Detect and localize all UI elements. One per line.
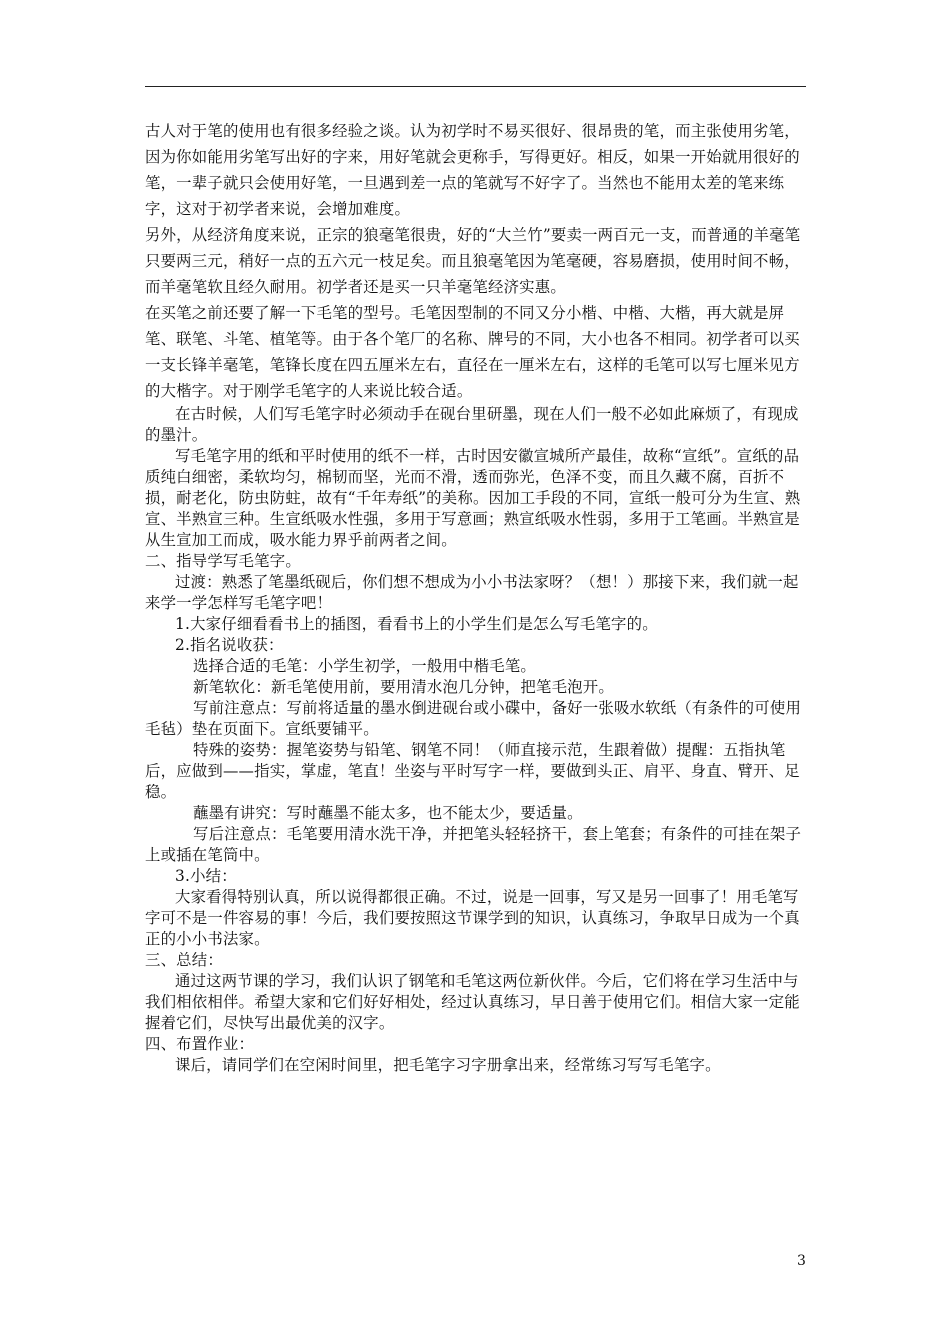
section-heading-2: 二、指导学写毛笔字。: [145, 552, 301, 570]
section-heading-4: 四、布置作业：: [145, 1035, 255, 1053]
tip-after-writing: 写后注意点：毛笔要用清水洗干净，并把笔头轻轻挤干，套上笔套；有条件的可挂在架子上或插在笔筒中。: [145, 825, 802, 864]
header-rule: [145, 86, 806, 87]
section-heading-3: 三、总结：: [145, 951, 223, 969]
tip-dip-ink: 蘸墨有讲究：写时蘸墨不能太多，也不能太少，要适量。: [193, 804, 583, 822]
tip-soften-brush: 新笔软化：新毛笔使用前，要用清水泡几分钟，把笔毛泡开。: [193, 678, 614, 696]
paragraph-brush-experience: 古人对于笔的使用也有很多经验之谈。认为初学时不易买很好、很昂贵的笔，而主张使用劣笔，因为你如能用劣笔写出好的字来，用好笔就会更称手，写得更好。相反，如果一开始就用很好的笔，一辈子就只会使用好笔，一旦遇到差一点的笔就写不好字了。当然也不能用太差的笔来练字，这对于初学者来说，会增加难度。: [145, 122, 800, 218]
tip-choose-brush: 选择合适的毛笔：小学生初学，一般用中楷毛笔。: [193, 657, 536, 675]
list-item-2: 2.指名说收获：: [175, 636, 284, 654]
paragraph-homework: 课后，请同学们在空闲时间里，把毛笔字习字册拿出来，经常练习写写毛笔字。: [175, 1056, 721, 1074]
paragraph-brush-economy: 另外，从经济角度来说，正宗的狼毫笔很贵，好的“大兰竹”要卖一两百元一支，而普通的羊毫笔只要两三元，稍好一点的五六元一枝足矣。而且狼毫笔因为笔毫硬，容易磨损，使用时间不畅，而羊毫笔软且经久耐用。初学者还是买一只羊毫笔经济实惠。: [145, 226, 801, 296]
paragraph-xuan-paper: 写毛笔字用的纸和平时使用的纸不一样，古时因安徽宣城所产最佳，故称“宣纸”。宣纸的品质纯白细密，柔软均匀，棉韧而坚，光而不滑，透而弥光，色泽不变，而且久藏不腐，百折不损，耐老化，防虫防蛀，故有“千年寿纸”的美称。因加工手段的不同，宣纸一般可分为生宣、熟宣、半熟宣三种。生宣纸吸水性强，多用于写意画；熟宣纸吸水性弱，多用于工笔画。半熟宣是从生宣加工而成，吸水能力界乎前两者之间。: [145, 447, 801, 549]
paragraph-transition: 过渡：熟悉了笔墨纸砚后，你们想不想成为小小书法家呀？（想！）那接下来，我们就一起来学一学怎样写毛笔字吧！: [145, 573, 799, 612]
tip-posture: 特殊的姿势：握笔姿势与铅笔、钢笔不同！（师直接示范，生跟着做）提醒：五指执笔后，应做到——指实，掌虚，笔直！坐姿与平时写字一样，要做到头正、肩平、身直、臂开、足稳。: [145, 741, 800, 801]
list-item-1: 1.大家仔细看看书上的插图，看看书上的小学生们是怎么写毛笔字的。: [175, 615, 658, 633]
list-item-3: 3.小结：: [175, 867, 237, 885]
paragraph-summary-small: 大家看得特别认真，所以说得都很正确。不过，说是一回事，写又是另一回事了！用毛笔写字可不是一件容易的事！今后，我们要按照这节课学到的知识，认真练习，争取早日成为一个真正的小小书法家。: [145, 888, 800, 948]
paragraph-ink: 在古时候，人们写毛笔字时必须动手在砚台里研墨，现在人们一般不必如此麻烦了，有现成的墨汁。: [145, 405, 799, 444]
tip-before-writing: 写前注意点：写前将适量的墨水倒进砚台或小碟中，备好一张吸水软纸（有条件的可使用毛毡）垫在页面下。宣纸要铺平。: [145, 699, 802, 738]
page-number: 3: [797, 1253, 806, 1269]
paragraph-conclusion: 通过这两节课的学习，我们认识了钢笔和毛笔这两位新伙伴。今后，它们将在学习生活中与我们相依相伴。希望大家和它们好好相处，经过认真练习，早日善于使用它们。相信大家一定能握着它们，尽快写出最优美的汉字。: [145, 972, 800, 1032]
paragraph-brush-types: 在买笔之前还要了解一下毛笔的型号。毛笔因型制的不同又分小楷、中楷、大楷，再大就是屏笔、联笔、斗笔、植笔等。由于各个笔厂的名称、牌号的不同，大小也各不相同。初学者可以买一支长锋羊毫笔，笔锋长度在四五厘米左右，直径在一厘米左右，这样的毛笔可以写七厘米见方的大楷字。对于刚学毛笔字的人来说比较合适。: [145, 304, 800, 400]
document-body: [145, 118, 808, 1076]
